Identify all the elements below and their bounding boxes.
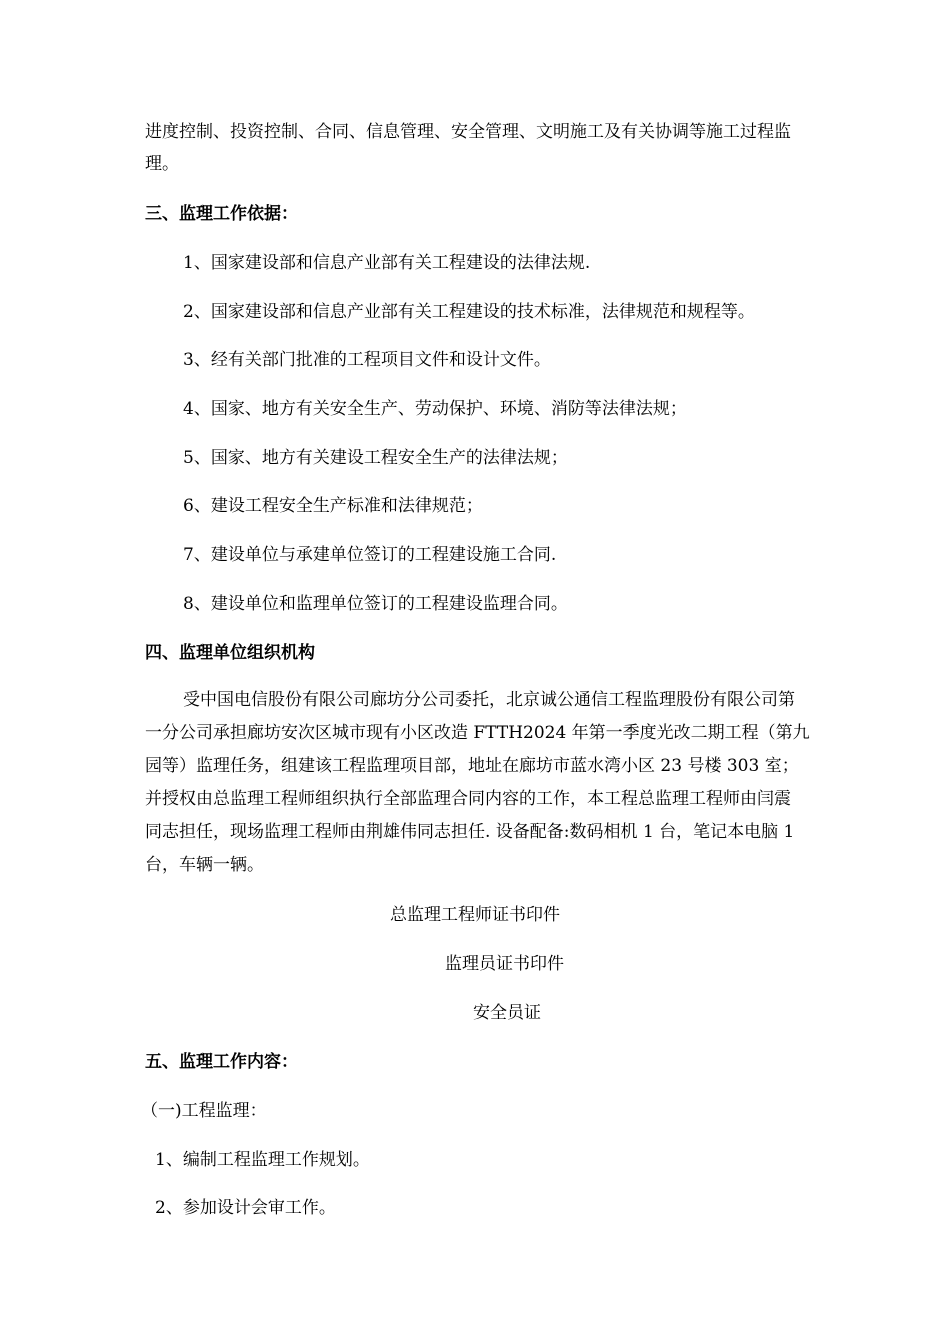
section-3-item: 3、经有关部门批准的工程项目文件和设计文件。: [183, 350, 551, 370]
section-3-item: 4、国家、地方有关安全生产、劳动保护、环境、消防等法律法规；: [183, 399, 687, 419]
section-5-subheading: （一)工程监理：: [141, 1101, 267, 1121]
section-4-paragraph-line: 同志担任，现场监理工程师由荆雄伟同志担任. 设备配备:数码相机 1 台，笔记本电脑 1: [145, 822, 795, 842]
section-4-heading: 四、监理单位组织机构: [145, 643, 315, 663]
intro-line-1: 进度控制、投资控制、合同、信息管理、安全管理、文明施工及有关协调等施工过程监: [145, 122, 791, 142]
section-5-item: 1、编制工程监理工作规划。: [155, 1150, 370, 1170]
section-4-paragraph-line: 园等）监理任务，组建该工程监理项目部，地址在廊坊市蓝水湾小区 23 号楼 303 室；: [145, 756, 799, 776]
certificate-caption: 监理员证书印件: [445, 954, 564, 974]
section-3-item: 5、国家、地方有关建设工程安全生产的法律法规；: [183, 448, 568, 468]
section-3-heading: 三、监理工作依据：: [145, 204, 298, 224]
section-3-item: 6、建设工程安全生产标准和法律规范；: [183, 496, 483, 516]
section-3-item: 2、国家建设部和信息产业部有关工程建设的技术标准，法律规范和规程等。: [183, 302, 755, 322]
section-3-item: 8、建设单位和监理单位签订的工程建设监理合同。: [183, 594, 568, 614]
intro-line-2: 理。: [145, 154, 179, 174]
section-5-heading: 五、监理工作内容：: [145, 1052, 298, 1072]
section-3-item: 7、建设单位与承建单位签订的工程建设施工合同.: [183, 545, 557, 565]
section-4-paragraph-line: 一分公司承担廊坊安次区城市现有小区改造 FTTH2024 年第一季度光改二期工程（第九: [145, 723, 810, 743]
certificate-caption: 总监理工程师证书印件: [390, 905, 560, 925]
section-4-paragraph-line: 台，车辆一辆。: [145, 855, 264, 875]
certificate-caption: 安全员证: [473, 1003, 541, 1023]
section-4-paragraph-line: 受中国电信股份有限公司廊坊分公司委托，北京诚公通信工程监理股份有限公司第: [183, 690, 795, 710]
section-4-paragraph-line: 并授权由总监理工程师组织执行全部监理合同内容的工作，本工程总监理工程师由闫震: [145, 789, 791, 809]
section-5-item: 2、参加设计会审工作。: [155, 1198, 336, 1218]
section-3-item: 1、国家建设部和信息产业部有关工程建设的法律法规.: [183, 253, 591, 273]
